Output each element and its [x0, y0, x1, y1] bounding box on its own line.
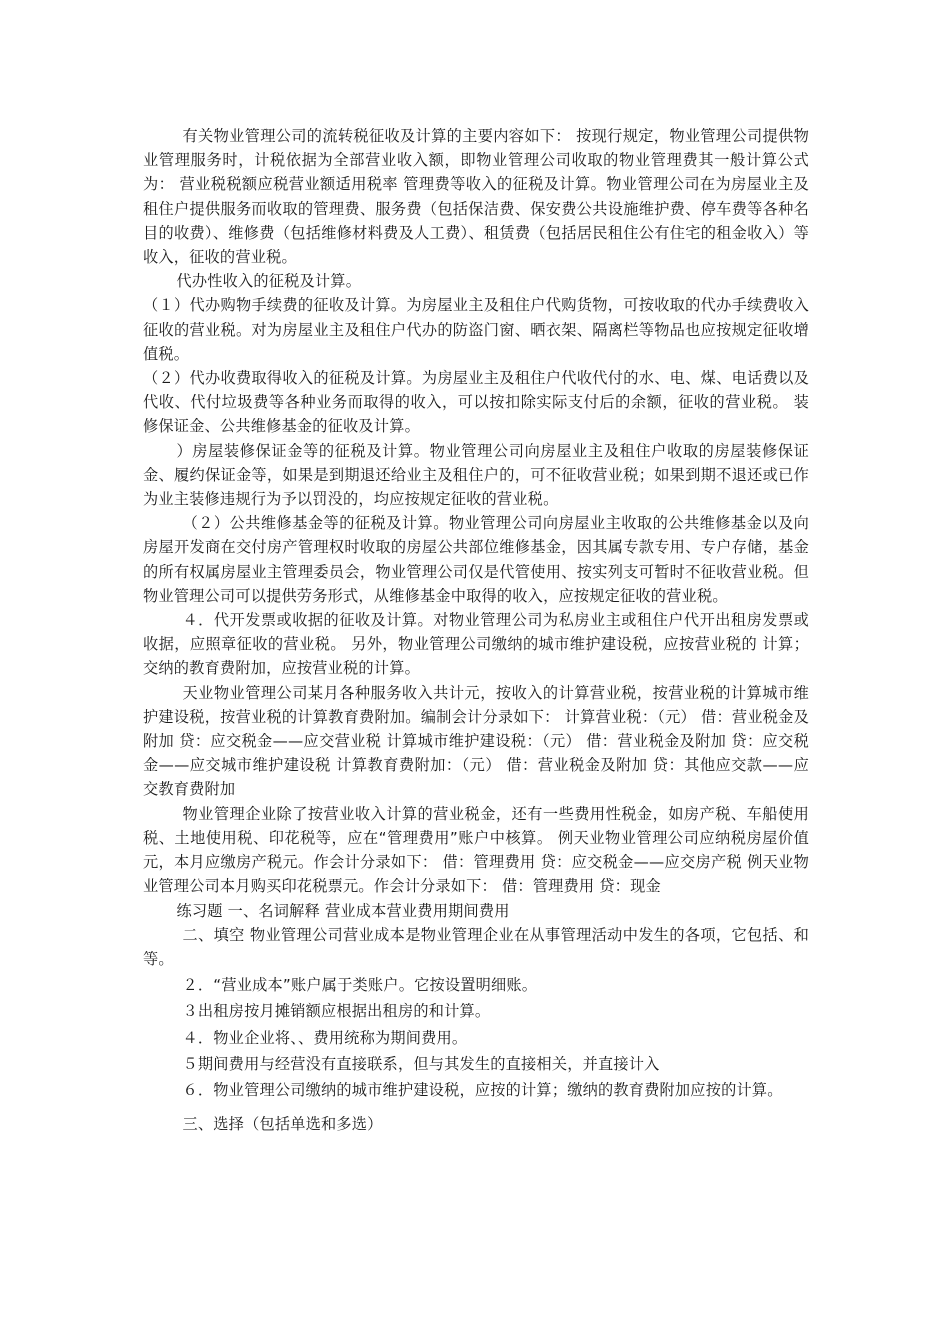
- paragraph-agency-income-heading: 代办性收入的征税及计算。: [176, 272, 362, 291]
- exercise-choice-heading: 三、选择（包括单选和多选）: [182, 1115, 383, 1134]
- exercise-fill-blank-2: ２．“营业成本”账户属于类账户。它按设置明细账。: [182, 976, 538, 995]
- paragraph-invoice-issuance: ４．代开发票或收据的征收及计算。对物业管理公司为私房业主或租住户代开出租房发票或收据，应照章征收的营业税。 另外，物业管理公司缴纳的城市维护建设税，应按营业税的 计算；交纳的教育费附加，应按营业税的计算。: [143, 611, 809, 678]
- document-body: [143, 124, 809, 1136]
- exercise-fill-blank-4: ４．物业企业将、、费用统称为期间费用。: [182, 1028, 468, 1047]
- paragraph-public-maintenance-fund: （２）公共维修基金等的征税及计算。物业管理公司向房屋业主收取的公共维修基金以及向房屋开发商在交付房产管理权时收取的房屋公共部位维修基金，因其属专款专用、专户存储，基金的所有权属房屋业主管理委员会，物业管理公司仅是代管使用、按实列支可暂时不征收营业税。但物业管理公司可以提供劳务形式，从维修基金中取得的收入，应按规定征收的营业税。: [143, 514, 809, 605]
- paragraph-expense-taxes: 物业管理企业除了按营业收入计算的营业税金，还有一些费用性税金，如房产税、车船使用税、土地使用税、印花税等，应在“管理费用”账户中核算。 例天业物业管理公司应纳税房屋价值元，本月应缴房产税元。作会计分录如下： 借：管理费用 贷：应交税金——应交房产税 例天业物业管理公司本月购买印花税票元。作会计分录如下： 借：管理费用 贷：现金: [143, 804, 809, 896]
- paragraph-turnover-tax-intro: 有关物业管理公司的流转税征收及计算的主要内容如下： 按现行规定，物业管理公司提供物业管理服务时，计税依据为全部营业收入额，即物业管理公司收取的物业管理费其一般计算公式为： 营业税税额应税营业额适用税率 管理费等收入的征税及计算。物业管理公司在为房屋业主及租住户提供服务而收取的管理费、服务费（包括保洁费、保安费公共设施维护费、停车费等各种名目的收费）、维修费（包括维修材料费及人工费）、租赁费（包括居民租住公有住宅的租金收入）等收入，征收的营业税。: [143, 127, 809, 267]
- exercise-fill-blank-3: ３出租房按月摊销额应根据出租房的和计算。: [182, 1002, 491, 1021]
- exercise-heading: 练习题 一、名词解释 营业成本营业费用期间费用: [176, 901, 510, 920]
- paragraph-example-business-tax: 天业物业管理公司某月各种服务收入共计元，按收入的计算营业税，按营业税的计算城市维护建设税，按营业税的计算教育费附加。编制会计分录如下： 计算营业税：（元） 借：营业税金及附加 贷：应交税金——应交营业税 计算城市维护建设税：（元） 借：营业税金及附加 贷：应交税金——应交城市维护建设税 计算教育费附加：（元） 借：营业税金及附加 贷：其他应交款——应交教育费附加: [143, 683, 809, 799]
- exercise-fill-blank-1: 二、填空 物业管理公司营业成本是物业管理企业在从事管理活动中发生的各项，它包括、和等。: [143, 925, 809, 968]
- exercise-fill-blank-5: ５期间费用与经营没有直接联系，但与其发生的直接相关，并直接计入: [182, 1054, 660, 1073]
- paragraph-agency-collection-income: （２）代办收费取得收入的征税及计算。为房屋业主及租住户代收代付的水、电、煤、电话费以及代收、代付垃圾费等各种业务而取得的收入，可以按扣除实际支付后的余额，征收的营业税。 装修保证金、公共维修基金的征收及计算。: [143, 369, 809, 436]
- paragraph-decoration-deposit: ）房屋装修保证金等的征税及计算。物业管理公司向房屋业主及租住户收取的房屋装修保证金、履约保证金等，如果是到期退还给业主及租住户的，可不征收营业税；如果到期不退还或已作为业主装修违规行为予以罚没的，均应按规定征收的营业税。: [143, 441, 809, 509]
- exercise-fill-blank-6: ６．物业管理公司缴纳的城市维护建设税，应按的计算；缴纳的教育费附加应按的计算。: [182, 1080, 783, 1099]
- paragraph-agency-purchase-fee: （１）代办购物手续费的征收及计算。为房屋业主及租住户代购货物，可按收取的代办手续费收入征收的营业税。对为房屋业主及租住户代办的防盗门窗、晒衣架、隔离栏等物品也应按规定征收增值税。: [143, 296, 809, 363]
